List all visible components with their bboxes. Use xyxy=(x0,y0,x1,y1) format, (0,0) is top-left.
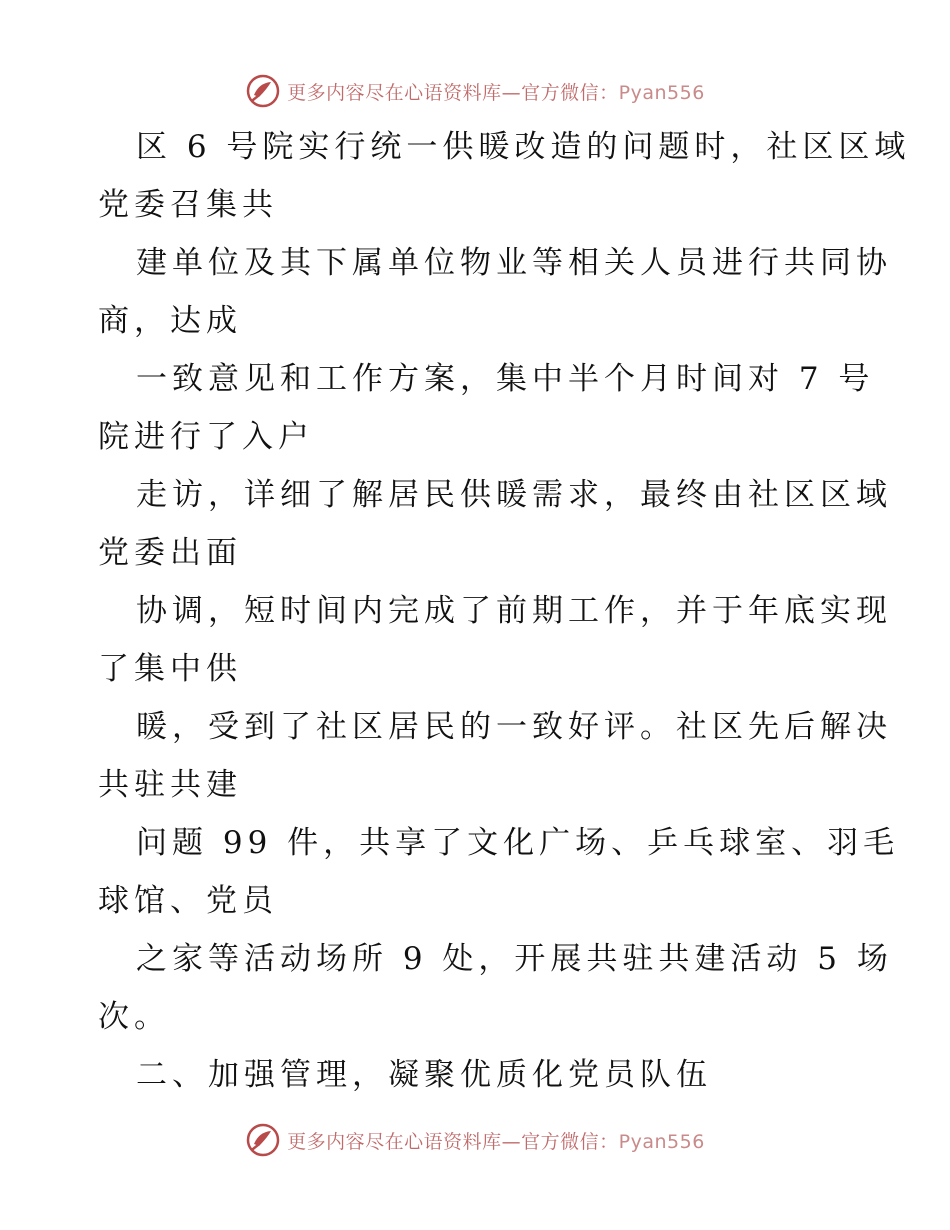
pen-logo-icon xyxy=(245,1122,281,1158)
text-line: 球馆、党员 xyxy=(98,883,278,919)
text-line: 暖，受到了社区居民的一致好评。社区先后解决 xyxy=(136,709,892,745)
text-line: 建单位及其下属单位物业等相关人员进行共同协 xyxy=(136,245,892,281)
footer-watermark xyxy=(0,1120,950,1160)
text-line: 协调，短时间内完成了前期工作，并于年底实现 xyxy=(136,593,892,629)
document-body xyxy=(98,118,911,1104)
watermark-text: 更多内容尽在心语资料库—官方微信：Pyan556 xyxy=(287,81,705,104)
watermark-text: 更多内容尽在心语资料库—官方微信：Pyan556 xyxy=(287,1130,705,1153)
text-line: 党委出面 xyxy=(98,535,242,571)
section-heading: 二、加强管理，凝聚优质化党员队伍 xyxy=(136,1057,712,1093)
text-line: 一致意见和工作方案，集中半个月时间对 7 号 xyxy=(136,361,875,397)
pen-logo-icon xyxy=(245,73,281,109)
text-line: 商，达成 xyxy=(98,303,242,339)
header-watermark xyxy=(0,71,950,111)
text-line: 走访，详细了解居民供暖需求，最终由社区区域 xyxy=(136,477,892,513)
text-line: 共驻共建 xyxy=(98,767,242,803)
text-line: 党委召集共 xyxy=(98,187,278,223)
text-line: 次。 xyxy=(98,999,170,1035)
text-line: 之家等活动场所 9 处，开展共驻共建活动 5 场 xyxy=(136,941,893,977)
text-line: 了集中供 xyxy=(98,651,242,687)
text-line: 问题 99 件，共享了文化广场、乒乓球室、羽毛 xyxy=(136,825,900,861)
text-line: 区 6 号院实行统一供暖改造的问题时，社区区域 xyxy=(136,129,911,165)
text-line: 院进行了入户 xyxy=(98,419,314,455)
